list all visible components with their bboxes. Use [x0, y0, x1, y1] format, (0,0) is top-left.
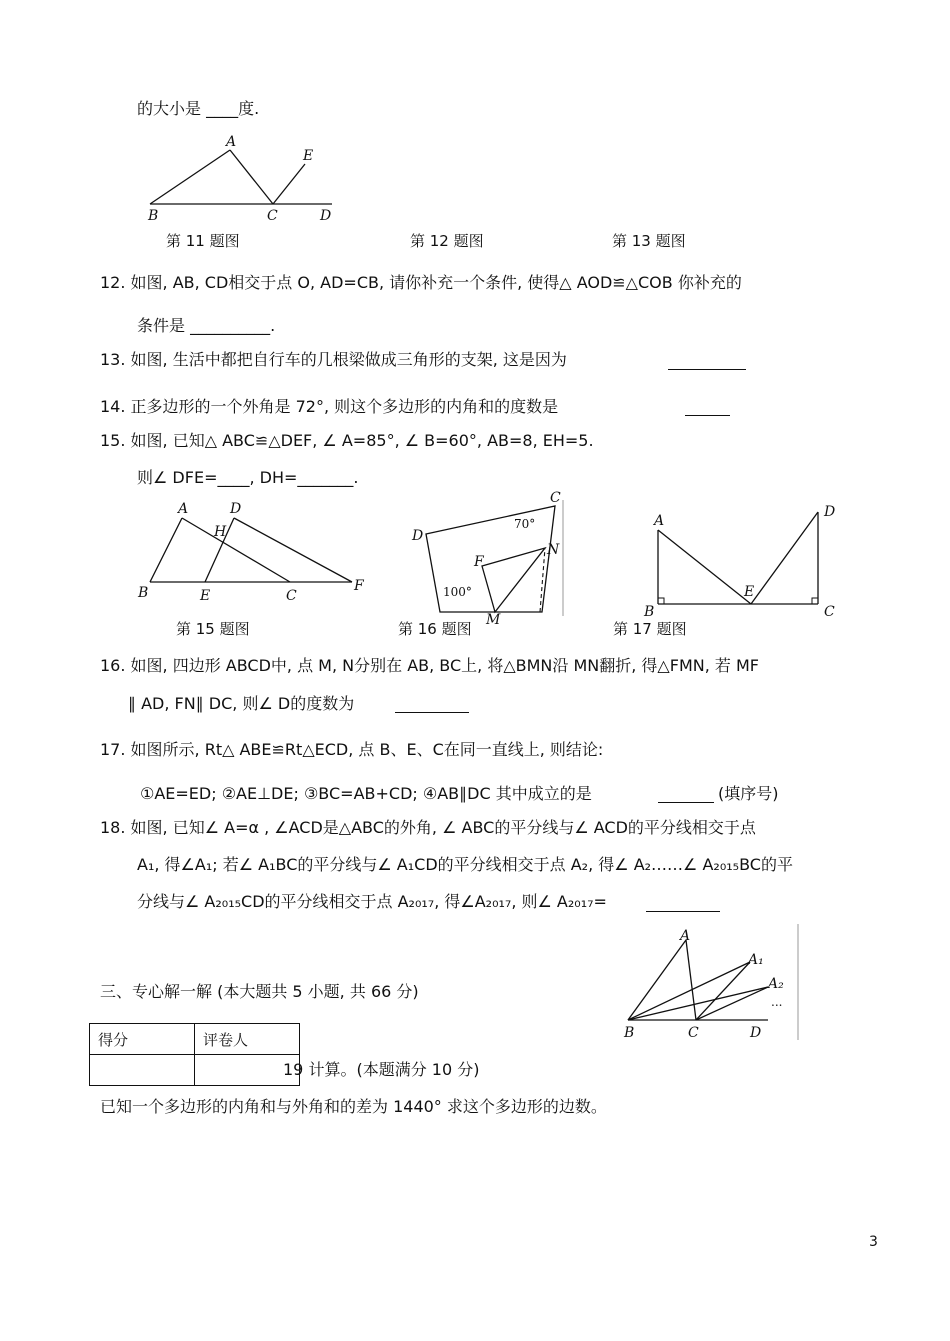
fig15-label-e: E: [200, 588, 211, 604]
fig16-label-c: C: [550, 490, 561, 506]
fig17-label-e: E: [744, 584, 755, 600]
figure-11: [140, 132, 340, 227]
fig18-continuation-dots: ...: [771, 995, 783, 1009]
fig16-angle-70: 70°: [514, 517, 536, 531]
q17-line-2: ①AE=ED; ②AE⊥DE; ③BC=AB+CD; ④AB∥DC 其中成立的是: [140, 784, 592, 803]
fig11-label-e: E: [303, 148, 314, 164]
page-number: 3: [869, 1234, 878, 1250]
fig16-angle-100: 100°: [443, 585, 472, 599]
fig15-label-c: C: [286, 588, 297, 604]
fig17-label-c: C: [824, 604, 835, 620]
q13-answer-blank: [668, 369, 746, 370]
score-label-cell: 得分: [90, 1024, 195, 1055]
q15-line-2: 则∠ DFE=____, DH=_______.: [137, 468, 359, 487]
fig11-label-c: C: [267, 208, 278, 224]
q18-line-2: A₁, 得∠A₁; 若∠ A₁BC的平分线与∠ A₁CD的平分线相交于点 A₂, 得∠ A₂……∠ A₂₀₁₅BC的平: [137, 855, 793, 874]
fig16-label-n: N: [547, 542, 560, 558]
figure-18: [618, 922, 803, 1042]
fig17-label-d: D: [824, 504, 836, 520]
fig18-label-b: B: [624, 1025, 635, 1041]
q18-answer-blank: [646, 911, 720, 912]
caption-fig16: 第 16 题图: [398, 620, 472, 638]
q17-line-1: 17. 如图所示, Rt△ ABE≌Rt△ECD, 点 B、E、C在同一直线上, 则结论:: [100, 740, 604, 759]
fig18-label-c: C: [688, 1025, 699, 1041]
q15-line-1: 15. 如图, 已知△ ABC≌△DEF, ∠ A=85°, ∠ B=60°, AB=8, EH=5.: [100, 431, 594, 450]
fig11-label-a: A: [226, 134, 237, 150]
q19-body: 已知一个多边形的内角和与外角和的差为 1440° 求这个多边形的边数。: [100, 1097, 607, 1116]
fig18-label-d: D: [750, 1025, 762, 1041]
fig18-label-a2: A₂: [768, 976, 784, 992]
caption-fig13: 第 13 题图: [612, 232, 686, 250]
section-3-heading: 三、专心解一解 (本大题共 5 小题, 共 66 分): [100, 982, 419, 1001]
q11-tail-text: 的大小是 ____度.: [137, 99, 260, 118]
fig11-label-d: D: [320, 208, 332, 224]
figure-16: [400, 488, 575, 628]
q16-line-1: 16. 如图, 四边形 ABCD中, 点 M, N分别在 AB, BC上, 将△BMN沿 MN翻折, 得△FMN, 若 MF: [100, 656, 759, 675]
fig11-label-b: B: [148, 208, 159, 224]
q16-answer-blank: [395, 712, 469, 713]
q18-line-1: 18. 如图, 已知∠ A=α , ∠ACD是△ABC的外角, ∠ ABC的平分线与∠ ACD的平分线相交于点: [100, 818, 756, 837]
fig18-label-a: A: [680, 928, 691, 944]
fig15-label-d: D: [230, 501, 242, 517]
figure-15: [130, 498, 370, 608]
q17-fill-hint: (填序号): [718, 784, 779, 803]
score-table: [89, 1023, 300, 1086]
fig18-label-a1: A₁: [748, 952, 764, 968]
q14-text: 14. 正多边形的一个外角是 72°, 则这个多边形的内角和的度数是: [100, 397, 559, 416]
q18-line-3: 分线与∠ A₂₀₁₅CD的平分线相交于点 A₂₀₁₇, 得∠A₂₀₁₇, 则∠ A₂₀₁₇=: [137, 892, 607, 911]
fig16-label-m: M: [486, 612, 501, 628]
fig17-label-a: A: [654, 513, 665, 529]
fig16-label-f: F: [474, 554, 484, 570]
caption-fig12: 第 12 题图: [410, 232, 484, 250]
q14-answer-blank: [685, 415, 730, 416]
caption-fig17: 第 17 题图: [613, 620, 687, 638]
q16-line-2: ∥ AD, FN∥ DC, 则∠ D的度数为: [128, 694, 355, 713]
figure-17: [638, 500, 848, 620]
fig15-label-b: B: [138, 585, 149, 601]
q17-answer-blank: [658, 802, 714, 803]
caption-fig15: 第 15 题图: [176, 620, 250, 638]
fig15-label-h: H: [214, 524, 227, 540]
score-value-cell: [90, 1055, 195, 1086]
fig16-label-d: D: [412, 528, 424, 544]
caption-fig11: 第 11 题图: [166, 232, 240, 250]
fig17-label-b: B: [644, 604, 655, 620]
fig15-label-f: F: [354, 578, 364, 594]
fig15-label-a: A: [178, 501, 189, 517]
grader-label-cell: 评卷人: [195, 1024, 300, 1055]
q13-text: 13. 如图, 生活中都把自行车的几根梁做成三角形的支架, 这是因为: [100, 350, 567, 369]
q19-heading: 19 计算。(本题满分 10 分): [283, 1060, 480, 1079]
q12-line-1: 12. 如图, AB, CD相交于点 O, AD=CB, 请你补充一个条件, 使得△ AOD≌△COB 你补充的: [100, 273, 742, 292]
q12-line-2: 条件是 __________.: [137, 316, 276, 335]
